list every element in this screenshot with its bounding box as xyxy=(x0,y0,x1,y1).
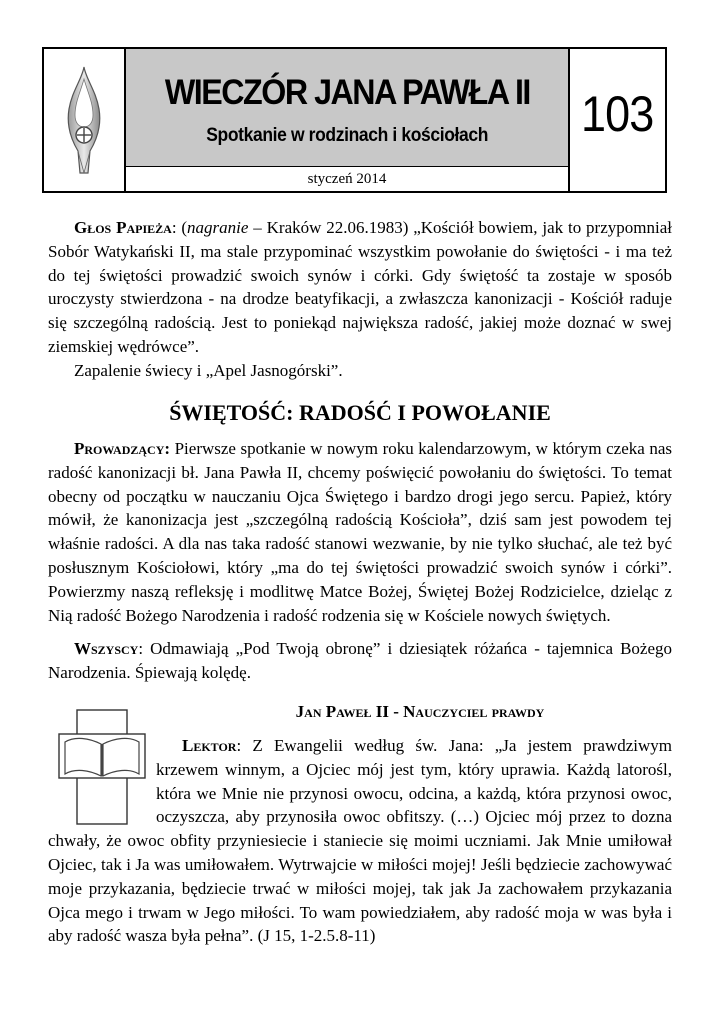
issue-number-cell xyxy=(570,49,665,191)
pope-voice-paragraph xyxy=(48,216,672,359)
leader-text: Pierwsze spotkanie w nowym roku kalendarzowym, w którym czeka nas radość kanonizacji bł. Jana Pawła II, chcemy poświęcić powołaniu do świętości. To temat obecny od początku w nauczaniu Ojca Świętego i bardzo drogi jego sercu. Papież, który mówił, że kanonizacja jest „szczególną radością Kościoła”, dziś sam jest powodem tej właśnie radości. A dla nas taka radość stanowi wezwanie, by nie tylko słuchać, ale też być posłusznym Kościołowi, który „ma do tej świętości prowadzić swoich synów i córki”. Powierzmy naszą refleksję i modlitwę Matce Bożej, Świętej Bożej Rodzicielce, dzieląc z Nią radość Bożego Narodzenia i radość rodzenia się w Kościele nowych świętych. xyxy=(48,439,672,625)
intro-text: – Kraków 22.06.1983) „Kościół bowiem, jak to przypomniał Sobór Watykański II, ma stale przypominać wszystkim powołanie do świętości - i ma też do tej świętości prowadzić swoich synów i córki. Gdy świętość ta zostaje w sposób uroczysty stwierdzona - na drodze beatyfikacji, a zwłaszcza kanonizacji - Kościół raduje się szczególną radością. Jest to poniekąd największa radość, jakiej może doznać w swej ziemskiej wędrówce”. xyxy=(48,218,672,356)
title-banner xyxy=(126,49,568,167)
pope-voice-label: Głos Papieża xyxy=(74,218,172,237)
header-box xyxy=(42,47,667,193)
page-subtitle: Spotkanie w rodzinach i kościołach xyxy=(206,125,488,146)
book-float-spacer xyxy=(48,734,156,828)
candle-flame-cross-icon xyxy=(62,65,106,175)
intro-source: nagranie xyxy=(187,218,249,237)
issue-date: styczeń 2014 xyxy=(307,170,387,187)
page-title: WIECZÓR JANA PAWŁA II xyxy=(164,73,530,112)
all-label: Wszyscy xyxy=(74,639,139,658)
section-heading-teacher: Jan Paweł II - Nauczyciel prawdy xyxy=(295,702,545,721)
lector-paragraph xyxy=(48,734,672,948)
lector-text: : Z Ewangelii według św. Jana: „Ja jestem prawdziwym krzewem winnym, a Ojciec mój jest tym, który uprawia. Każdą latorośl, która we Mnie nie przynosi owocu, odcina, a każdą, która przynosi owoc, oczyszcza, aby przynosiła owoc obfitszy. (…) Ojciec mój przez to dozna chwały, że owoc obfity przyniesiecie i staniecie się moimi uczniami. Jak Mnie umiłował Ojciec, tak i Ja was umiłowałem. Wytrwajcie w miłości mojej! Jeśli będziecie zachowywać moje przykazania, będziecie trwać w miłości mojej, tak jak Ja zachowałem przykazania Ojca mego i trwam w Jego miłości. To wam powiedziałem, aby radość moja w was była i aby radość wasza była pełna”. (J 15, 1-2.5.8-11) xyxy=(48,736,672,946)
candle-instruction: Zapalenie świecy i „Apel Jasnogórski”. xyxy=(74,361,343,380)
lector-label: Lektor xyxy=(182,736,237,755)
section-heading-holiness: ŚWIĘTOŚĆ: RADOŚĆ I POWOŁANIE xyxy=(169,400,551,425)
intro-colon: : ( xyxy=(171,218,188,237)
issue-number: 103 xyxy=(581,86,654,142)
leader-paragraph xyxy=(48,437,672,627)
logo-cell xyxy=(44,49,126,191)
leader-label: Prowadzący: xyxy=(74,439,171,458)
title-cell xyxy=(126,49,570,191)
all-paragraph xyxy=(48,637,672,685)
all-text: : Odmawiają „Pod Twoją obronę” i dziesiątek różańca - tajemnica Bożego Narodzenia. Śpiewają kolędę. xyxy=(48,639,672,682)
